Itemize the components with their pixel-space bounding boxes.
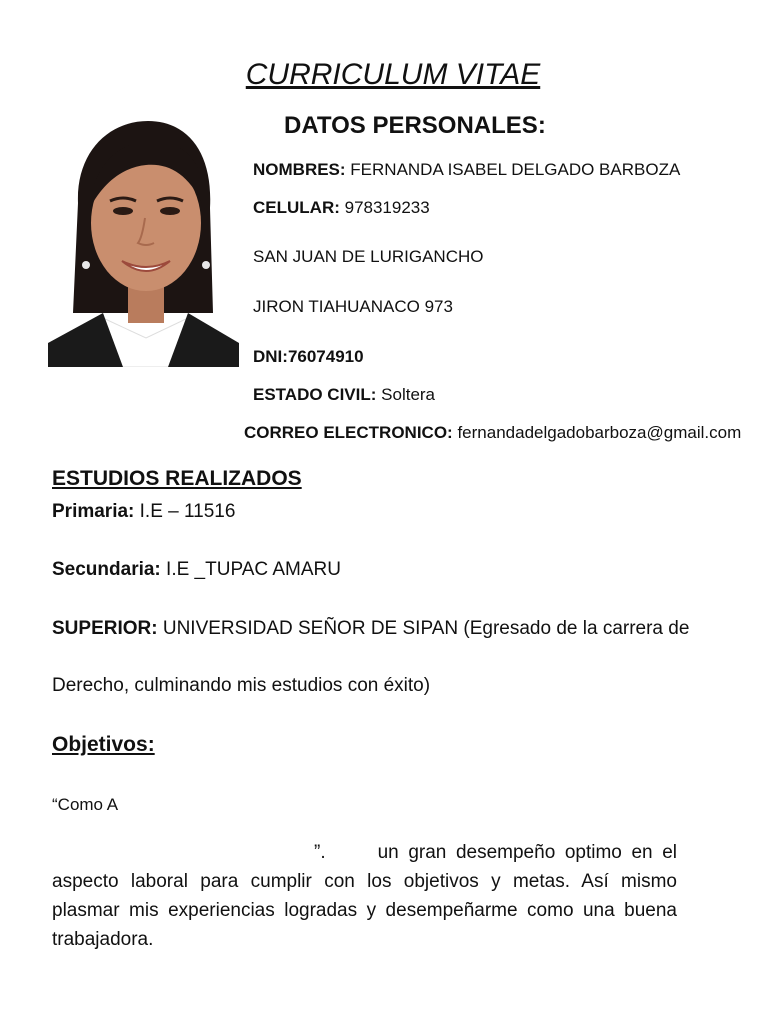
field-correo: [244, 423, 741, 443]
superior-value: UNIVERSIDAD SEÑOR DE SIPAN (Egresado de la carrera de: [157, 618, 690, 639]
secundaria-value: I.E _TUPAC AMARU: [160, 559, 341, 580]
estado-value: Soltera: [376, 385, 436, 404]
field-secundaria: [52, 559, 341, 581]
profile-photo: [48, 113, 239, 367]
nombres-label: NOMBRES:: [253, 160, 346, 179]
objective-quote-start: “Como A: [52, 795, 119, 814]
field-primaria: [52, 501, 235, 523]
secundaria-label: Secundaria:: [52, 559, 161, 580]
field-superior: [52, 618, 689, 640]
section-title-personal: DATOS PERSONALES:: [284, 112, 546, 139]
celular-label: CELULAR:: [253, 198, 340, 217]
superior-label: SUPERIOR:: [52, 618, 158, 639]
correo-label: CORREO ELECTRONICO:: [244, 423, 453, 442]
celular-value: 978319233: [339, 198, 430, 217]
field-district: SAN JUAN DE LURIGANCHO: [253, 247, 484, 266]
estado-label: ESTADO CIVIL:: [253, 385, 377, 404]
section-title-studies: ESTUDIOS REALIZADOS: [52, 467, 302, 490]
section-title-objectives: Objetivos:: [52, 733, 155, 756]
objective-paragraph: [52, 838, 677, 954]
primaria-value: I.E – 11516: [134, 501, 236, 522]
field-nombres: [253, 160, 680, 180]
objective-quote-end: ”.: [314, 842, 326, 863]
field-estado-civil: [253, 385, 435, 405]
field-dni: DNI:76074910: [253, 347, 364, 366]
field-address: JIRON TIAHUANACO 973: [253, 297, 453, 316]
primaria-label: Primaria:: [52, 501, 135, 522]
objective-text: un gran desempeño optimo en el aspecto laboral para cumplir con los objetivos y metas. Así mismo plasmar mis experiencias logradas y desempeñarme como una buena trabajadora.: [52, 842, 677, 950]
field-celular: [253, 198, 430, 218]
nombres-value: FERNANDA ISABEL DELGADO BARBOZA: [345, 160, 681, 179]
document-title: CURRICULUM VITAE: [245, 58, 541, 91]
correo-value: fernandadelgadobarboza@gmail.com: [452, 423, 742, 442]
field-superior-cont: Derecho, culminando mis estudios con éxito): [52, 675, 431, 696]
